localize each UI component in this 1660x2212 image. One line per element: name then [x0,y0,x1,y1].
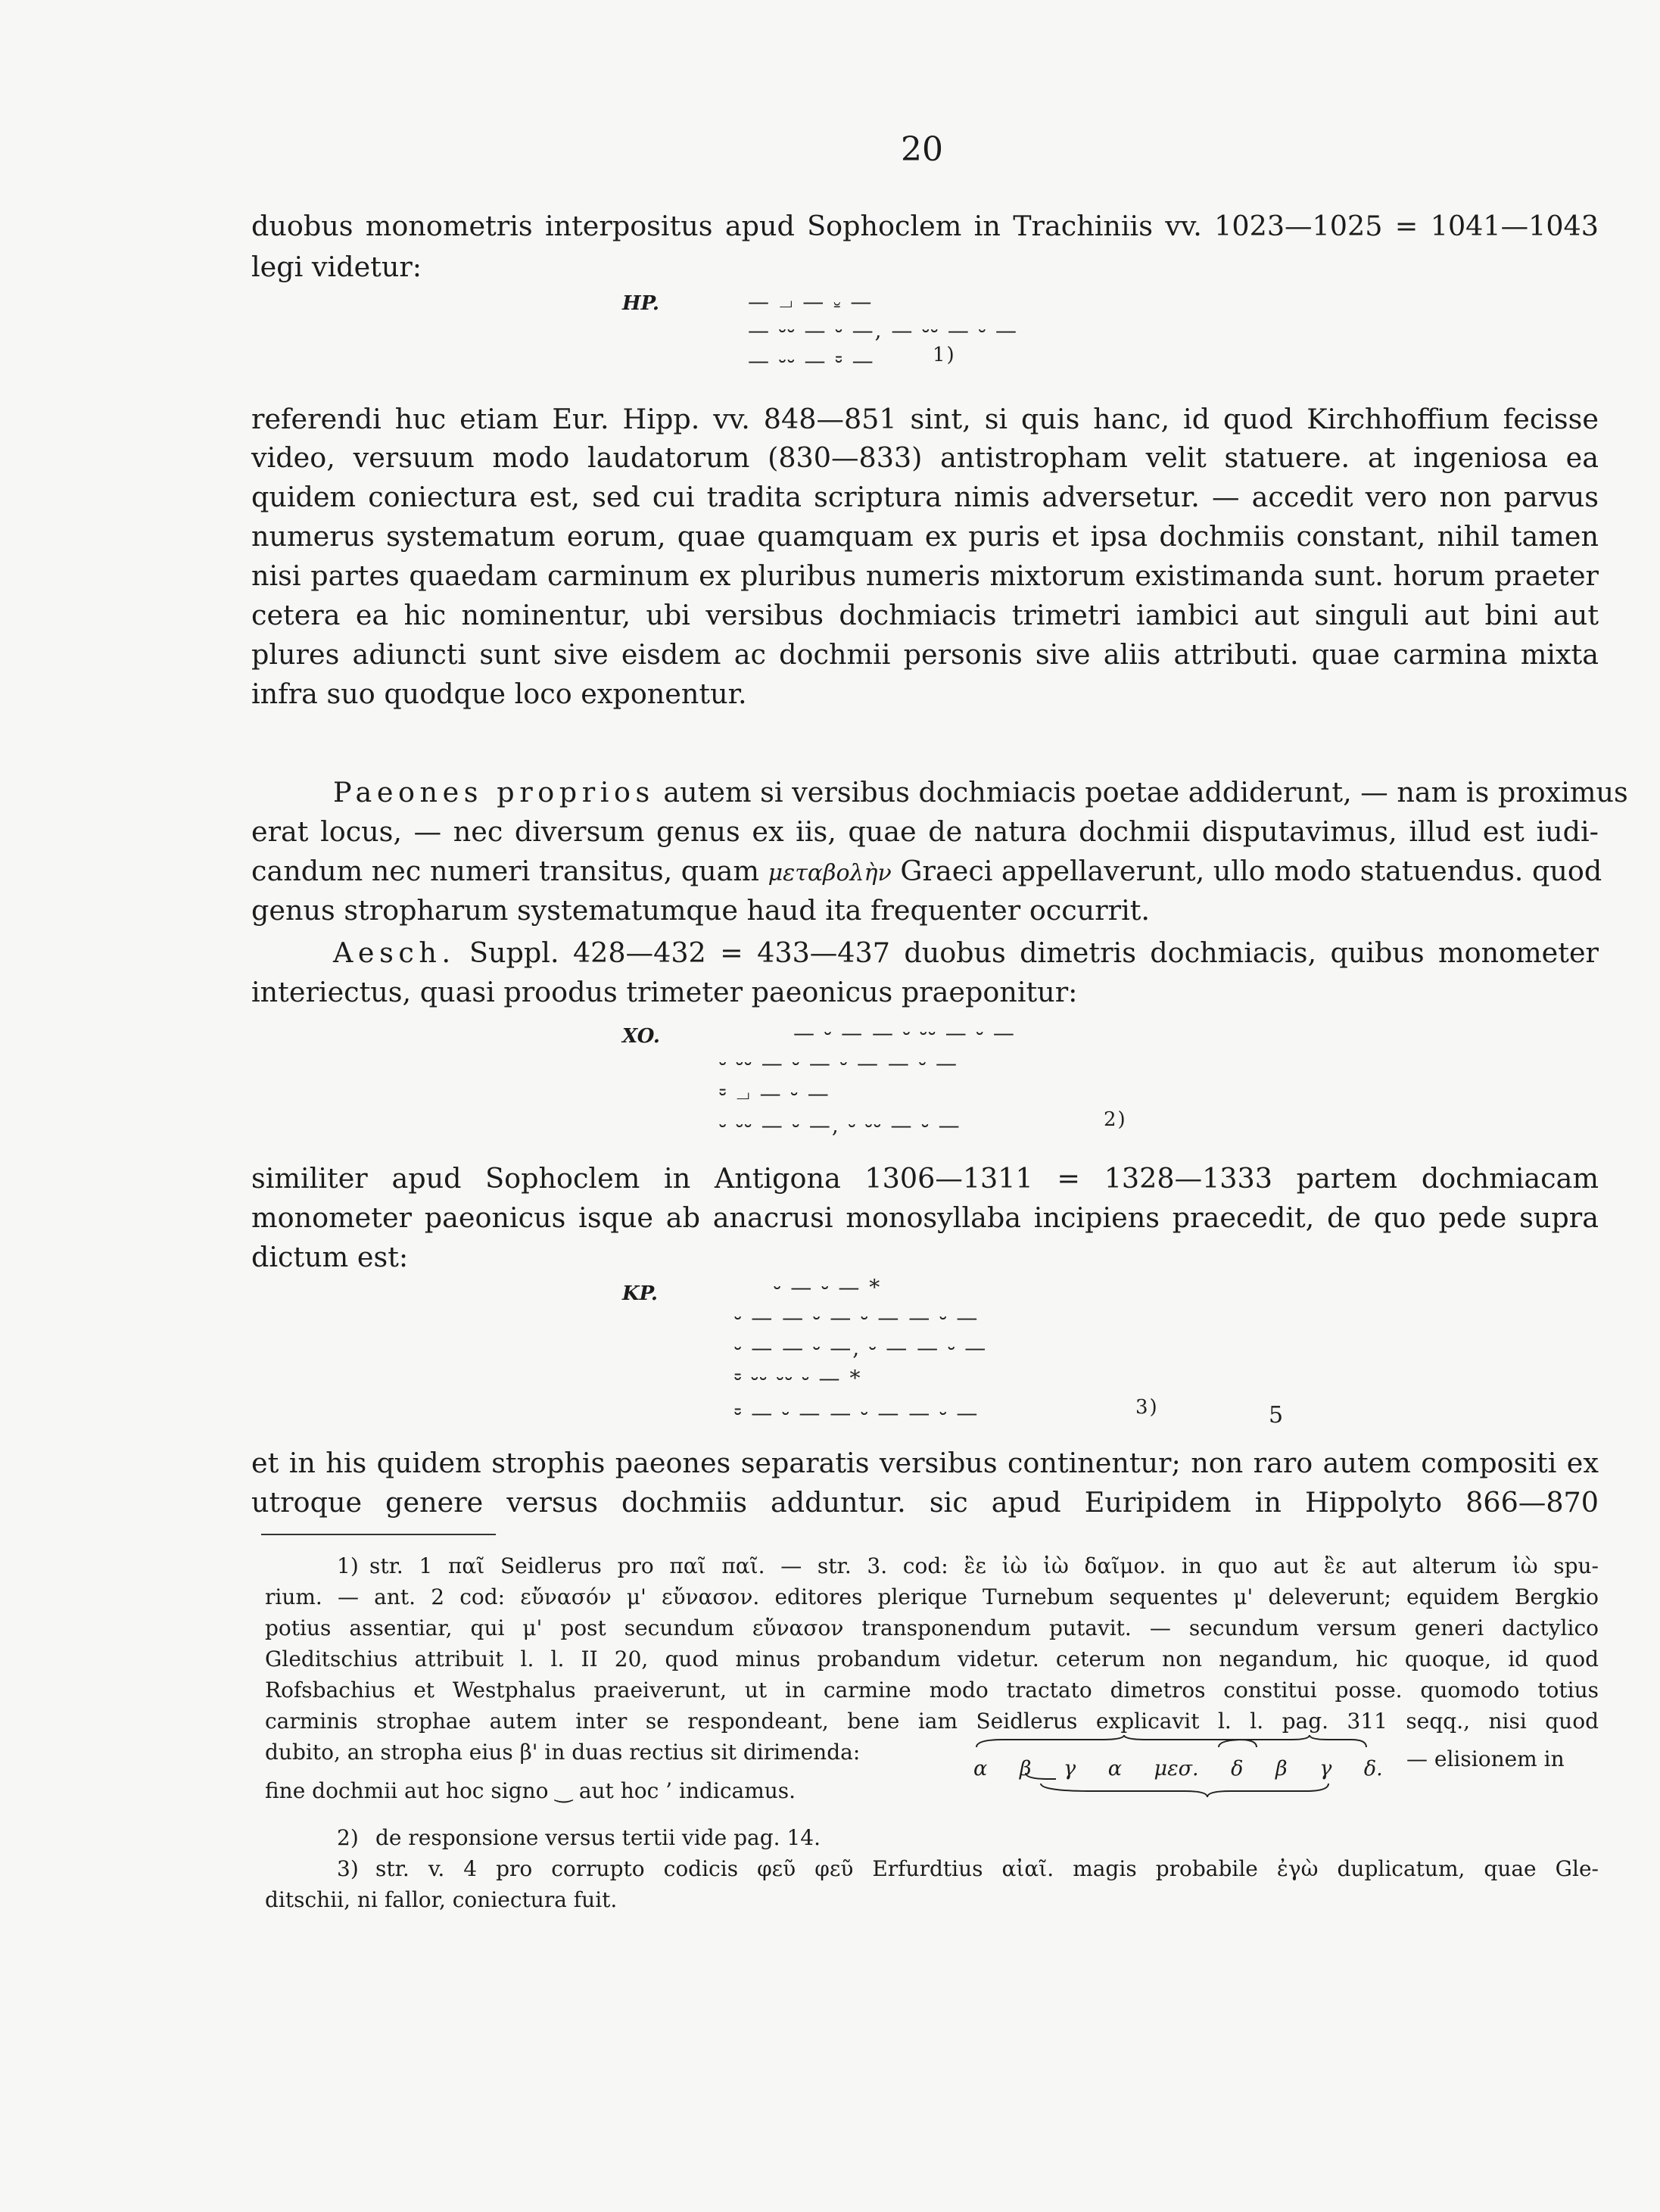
scheme1-row-1: — ⏗ — ⏓ — [748,289,874,314]
scheme3-row-3: ⏑ — — ⏑ —, ⏑ — — ⏑ — [734,1335,988,1360]
para3-line-1-text: Suppl. 428—432 = 433—437 duobus dimetris dochmiacis, quibus monometer [455,936,1599,969]
greek-term: μεταβολὴν [768,860,892,886]
scheme2-row-3: ⏒ ⏗ — ⏑ — [719,1081,830,1106]
para2-lead-words: Paeones proprios [333,776,655,808]
para1-line: referendi huc etiam Eur. Hipp. vv. 848—851 sint, si quis hanc, id quod Kirchhoffium fecisse [251,403,1599,435]
scheme3-row-1: ⏑ — ⏑ — * [774,1275,882,1300]
footnote-1-line-7a: dubito, an stropha eius β' in duas rectius sit dirimenda: [265,1740,861,1765]
para5-line-1: et in his quidem strophis paeones separatis versibus continentur; non raro autem compositi ex [251,1447,1599,1479]
para2-line-1-text: autem si versibus dochmiacis poetae addiderunt, — nam is proximus [654,776,1628,808]
scheme1-row-2: — ⏑⏑ — ⏑ —, — ⏑⏑ — ⏑ — [748,318,1018,343]
page-number: 20 [901,130,943,169]
scheme1-row-3: — ⏑⏑ — ⏒ — [748,348,875,373]
brace-top-left [976,1735,1257,1747]
footnote-3-line-2: ditschii, ni fallor, coniectura fuit. [265,1887,618,1912]
footnote-1-line: str. 1 παῖ Seidlerus pro παῖ παῖ. — str. 3. cod: ἒε ἰὼ ἰὼ δαῖμον. in quo aut ἒε aut alterum ἰὼ spu- [369,1553,1599,1578]
scheme3-footnote-ref [1135,1396,1159,1419]
scheme2-speaker: XO. [622,1025,660,1048]
scheme1-speaker: HP. [622,292,659,315]
intro-line-2: legi videtur: [251,251,422,283]
intro-line-1: duobus monometris interpositus apud Sophoclem in Trachiniis vv. 1023—1025 = 1041—1043 [251,210,1599,242]
scheme3-row-4: ⏒ ⏑⏑ ⏑⏑ ⏑ — * [734,1366,862,1391]
para1-line: infra suo quodque loco exponentur. [251,678,747,710]
para2-line-4: genus stropharum systematumque haud ita frequenter occurrit. [251,894,1151,927]
scheme3-row-2: ⏑ — — ⏑ — ⏑ — — ⏑ — [734,1305,979,1330]
scheme1-note: 1) [933,344,956,366]
para2-line-3b: Graeci appellaverunt, ullo modo statuendus. quod [891,855,1602,887]
para1-line: numerus systematum eorum, quae quamquam ex puris et ipsa dochmiis constant, nihil tamen [251,520,1599,553]
scheme1-footnote-ref [933,344,956,366]
scheme3-note: 3) [1135,1396,1159,1419]
para3-line-1 [333,933,1599,974]
footnote-2-text: de responsione versus tertii vide pag. 14. [375,1825,821,1850]
para2-line-3a: candum nec numeri transitus, quam [251,855,768,887]
footnote-1-line: rium. — ant. 2 cod: εὔνασόν μ' εὔνασον. editores plerique Turnebum sequentes μ' deleverunt; equidem Bergkio [265,1584,1599,1609]
footnote-1-line: Rofsbachius et Westphalus praeiverunt, ut in carmine modo tractato dimetros constitui posse. quomodo totius [265,1678,1599,1703]
para2-line-3 [251,851,1602,894]
para4-line-3: dictum est: [251,1241,409,1273]
para5-line-2: utroque genere versus dochmiis adduntur. sic apud Euripidem in Hippolyto 866—870 [251,1486,1599,1519]
para2-line-2: erat locus, — nec diversum genus ex iis, quae de natura dochmii disputavimus, illud est iudi- [251,815,1599,848]
para4-line-1: similiter apud Sophoclem in Antigona 1306—1311 = 1328—1333 partem dochmiacam [251,1162,1599,1195]
scheme3-speaker: KP. [622,1282,658,1305]
footnote-1-line: Gleditschius attribuit l. l. II 20, quod minus probandum videtur. ceterum non negandum, hic quoque, id quod [265,1647,1599,1671]
para1-line: nisi partes quaedam carminum ex pluribus numeris mixtorum existimanda sunt. horum praeter [251,559,1599,592]
footnote-rule [261,1534,496,1535]
footnote-1-scheme-letters: α β γ α μεσ. δ β γ δ. [973,1757,1383,1781]
scheme2-footnote-ref [1104,1108,1127,1131]
footnote-1-line-7b: — elisionem in [1406,1746,1565,1771]
scheme2-row-1: — ⏑ — — ⏑ ⏑⏑ — ⏑ — [793,1020,1016,1045]
footnote-3-line-1: str. v. 4 pro corrupto codicis φεῦ φεῦ Erfurdtius αἰαῖ. magis probabile ἐγὼ duplicatum, quae Gle- [375,1856,1599,1881]
para2-line-1 [333,772,1628,813]
scheme3-row-5: ⏒ — ⏑ — — ⏑ — — ⏑ — [734,1400,979,1425]
para3-line-2: interiectus, quasi proodus trimeter paeonicus praeponitur: [251,976,1078,1008]
para1-line: cetera ea hic nominentur, ubi versibus dochmiacis trimetri iambici aut singuli aut bini aut [251,599,1599,631]
verse-line-number: 5 [1269,1402,1284,1428]
footnote-2-marker: 2) [337,1825,359,1850]
para1-line: plures adiuncti sunt sive eisdem ac dochmii personis sive aliis attributi. quae carmina mixta [251,638,1599,671]
scheme2-note: 2) [1104,1108,1127,1131]
para1-line: quidem coniectura est, sed cui tradita scriptura nimis adversetur. — accedit vero non parvus [251,481,1599,513]
footnote-3-marker: 3) [337,1856,359,1881]
para3-author: Aesch. [333,936,456,969]
brace-bottom-wide [1041,1784,1328,1797]
footnote-1-line: potius assentiar, qui μ' post secundum εὔνασον transponendum putavit. — secundum versum generi dactylico [265,1615,1599,1640]
scheme2-row-4: ⏑ ⏑⏑ — ⏑ —, ⏑ ⏑⏑ — ⏑ — [719,1113,961,1138]
para1-line: video, versuum modo laudatorum (830—833) antistropham velit statuere. at ingeniosa ea [251,441,1599,474]
scheme2-row-2: ⏑ ⏑⏑ — ⏑ — ⏑ — — ⏑ — [719,1051,959,1076]
footnote-1-line: carminis strophae autem inter se respondeant, bene iam Seidlerus explicavit l. l. pag. 311 seqq., nisi quod [265,1709,1599,1734]
footnote-1-line-8: fine dochmii aut hoc signo ‿ aut hoc ’ indicamus. [265,1778,796,1803]
footnote-1-marker: 1) [337,1553,359,1578]
brace-top-right [1219,1735,1366,1747]
para4-line-2: monometer paeonicus isque ab anacrusi monosyllaba incipiens praecedit, de quo pede supra [251,1201,1599,1234]
